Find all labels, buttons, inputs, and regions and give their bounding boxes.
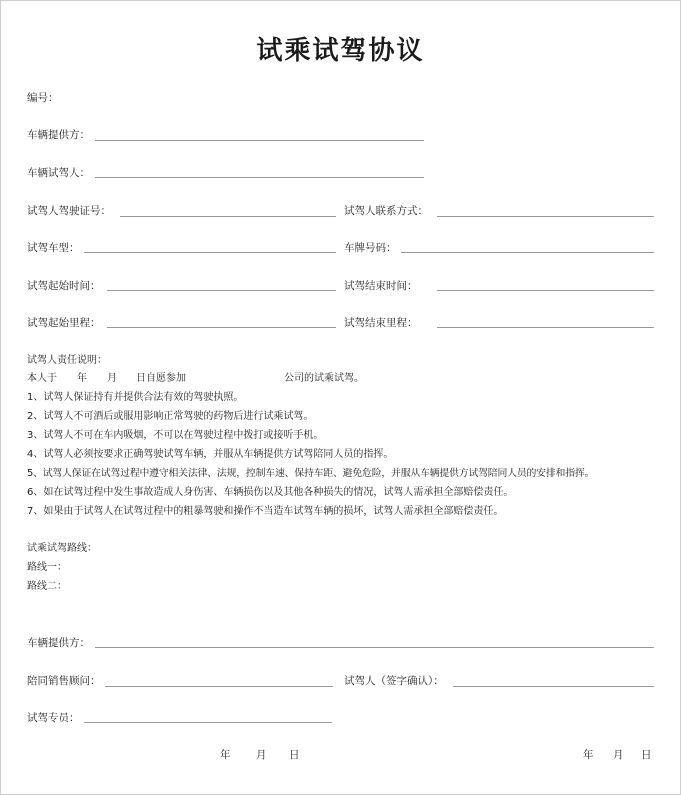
responsibility-item-6: 6、如在试驾过程中发生事故造成人身伤害、车辆损伤以及其他各种损失的情况，试驾人需承担全部赔偿责任。 bbox=[27, 487, 514, 498]
driver-sign-label: 试驾人（签字确认）： bbox=[344, 675, 444, 687]
specialist-label: 试驾专员： bbox=[27, 712, 80, 724]
end-time-field[interactable] bbox=[437, 290, 654, 291]
left-date-month: 月 bbox=[256, 749, 267, 761]
right-date-year: 年 bbox=[583, 749, 594, 761]
left-date-day: 日 bbox=[289, 749, 300, 761]
intro-day: 日自愿参加 bbox=[136, 373, 186, 384]
responsibility-item-2: 2、试驾人不可酒后或服用影响正常驾驶的药物后进行试乘试驾。 bbox=[27, 411, 314, 422]
route-2-label: 路线二： bbox=[27, 581, 67, 592]
car-model-field[interactable] bbox=[84, 252, 336, 253]
responsibility-heading: 试驾人责任说明： bbox=[27, 355, 107, 366]
start-time-field[interactable] bbox=[107, 290, 336, 291]
document-title: 试乘试驾协议 bbox=[256, 36, 425, 66]
route-1-label: 路线一： bbox=[27, 562, 67, 573]
sign-provider-label: 车辆提供方： bbox=[27, 637, 90, 649]
end-mileage-field[interactable] bbox=[437, 327, 654, 328]
end-mileage-label: 试驾结束里程： bbox=[344, 317, 418, 329]
left-date-year: 年 bbox=[220, 749, 231, 761]
license-no-label: 试驾人驾驶证号： bbox=[27, 205, 111, 217]
license-no-field[interactable] bbox=[120, 216, 336, 217]
vehicle-provider-field[interactable] bbox=[95, 140, 424, 141]
intro-year: 年 bbox=[77, 373, 87, 384]
right-date-month: 月 bbox=[613, 749, 624, 761]
responsibility-item-7: 7、如果由于试驾人在试驾过程中的粗暴驾驶和操作不当造车试驾车辆的损坏，试驾人需承担全部赔偿责任。 bbox=[27, 506, 504, 517]
right-date-day: 日 bbox=[641, 749, 652, 761]
route-heading: 试乘试驾路线： bbox=[27, 543, 97, 554]
vehicle-provider-label: 车辆提供方： bbox=[27, 129, 90, 141]
responsibility-item-5: 5、试驾人保证在试驾过程中遵守相关法律、法规，控制车速、保持车距、避免危险，并服从车辆提供方试驾陪同人员的安排和指挥。 bbox=[27, 468, 595, 479]
intro-company: 公司的试乘试驾。 bbox=[284, 373, 364, 384]
responsibility-item-1: 1、试驾人保证持有并提供合法有效的驾驶执照。 bbox=[27, 392, 244, 403]
driver-sign-field[interactable] bbox=[453, 686, 654, 687]
responsibility-item-4: 4、试驾人必须按要求正确驾驶试驾车辆，并服从车辆提供方试驾陪同人员的指挥。 bbox=[27, 449, 394, 460]
responsibility-item-3: 3、试驾人不可在车内吸烟，不可以在驾驶过程中拨打或接听手机。 bbox=[27, 430, 324, 441]
intro-month: 月 bbox=[107, 373, 117, 384]
car-model-label: 试驾车型： bbox=[27, 242, 80, 254]
specialist-field[interactable] bbox=[84, 722, 332, 723]
test-driver-label: 车辆试驾人： bbox=[27, 167, 90, 179]
start-mileage-field[interactable] bbox=[107, 327, 336, 328]
test-driver-field[interactable] bbox=[95, 177, 424, 178]
contact-label: 试驾人联系方式： bbox=[344, 205, 428, 217]
sales-advisor-field[interactable] bbox=[105, 686, 333, 687]
start-time-label: 试驾起始时间： bbox=[27, 280, 101, 292]
contact-field[interactable] bbox=[437, 216, 654, 217]
start-mileage-label: 试驾起始里程： bbox=[27, 317, 101, 329]
serial-no-label: 编号： bbox=[27, 92, 59, 104]
end-time-label: 试驾结束时间： bbox=[344, 280, 418, 292]
intro-part-1: 本人于 bbox=[27, 373, 57, 384]
plate-no-label: 车牌号码： bbox=[344, 242, 397, 254]
sign-provider-field[interactable] bbox=[95, 647, 654, 648]
plate-no-field[interactable] bbox=[401, 252, 654, 253]
sales-advisor-label: 陪同销售顾问： bbox=[27, 675, 101, 687]
